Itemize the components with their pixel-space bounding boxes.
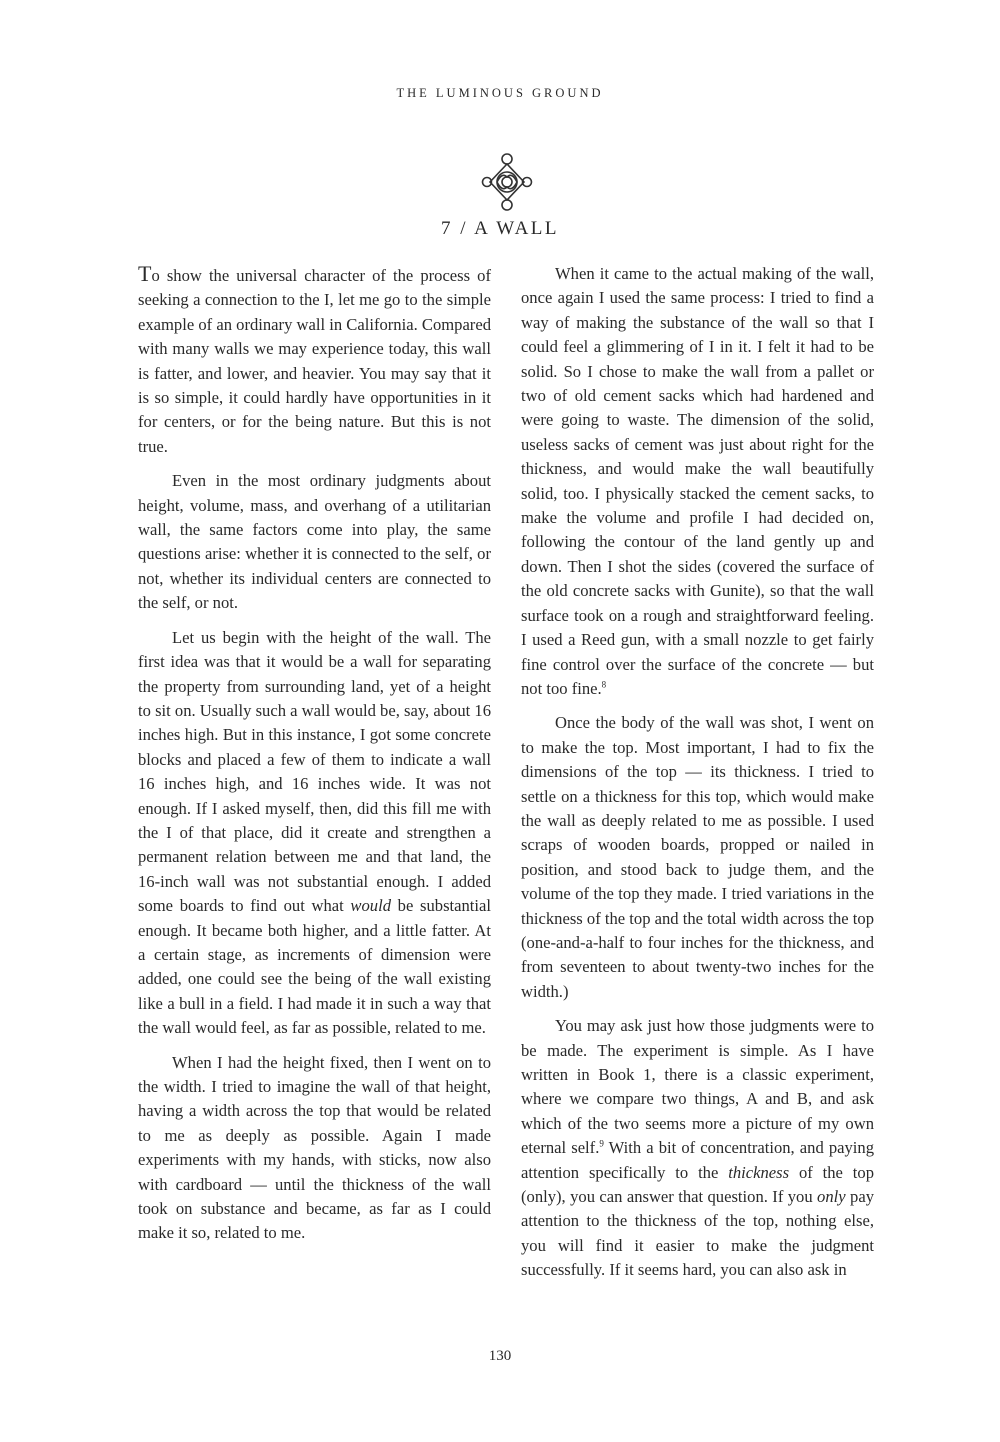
- paragraph-text: Let us begin with the height of the wall. The first idea was that it would be a wall for separating the property from surrounding land, yet of a height to sit on. Usually such a wall would be, say, about 16 inches high. But in this instance, I got some concrete blocks and placed a few of them to indicate a wall 16 inches high, and 16 inches wide. It was not enough. If I asked myself, then, did this fill me with the I of that place, did it create and strengthen a permanent relation between me and that land, the 16-inch wall was not substantial enough. I added some boards to find out what: [138, 627, 491, 916]
- emphasis: would: [350, 896, 391, 916]
- right-column: [521, 262, 874, 1293]
- paragraph-text: o show the universal character of the process of seeking a connection to the I, let me go to the simple example of an ordinary wall in California. Compared with many walls we may experience today, this wall is fatter, and lower, and heavier. You may say that it is so simple, it could hardly have opportunities in it for centers, or for the being nature. But this is not true.: [138, 266, 491, 456]
- running-head: THE LUMINOUS GROUND: [396, 86, 604, 100]
- emphasis: thickness: [728, 1162, 790, 1182]
- paragraph-text: be substantial enough. It became both higher, and a little fatter. At a certain stage, as increments of dimension were added, one could see the being of the wall existing like a bull in a field. I had made it in such a way that the wall would feel, as far as possible, related to me.: [138, 896, 491, 1038]
- paragraph-text: When it came to the actual making of the wall, once again I used the same process: I tried to find a way of making the substance of the wall so that I could feel a glimmering of I in it. I felt it had to be solid. So I chose to make the wall from a pallet or two of old cement sacks which had hardened and were going to waste. The dimension of the solid, useless sacks of cement was just about right for the thickness, and would make the wall beautifully solid, too. I physically stacked the cement sacks, to make the volume and profile I had decided on, following the contour of the land gently up and down. Then I shot the sides (covered the surface of the old concrete sacks with Gunite), so that the wall surface took on a rough and straightforward feeling. I used a Reed gun, with a small nozzle to get fairly fine control over the surface of the concrete — but not too fine.: [521, 264, 874, 698]
- left-column: [138, 262, 491, 1256]
- emphasis: only: [817, 1187, 846, 1207]
- footnote-ref: 9: [599, 1138, 604, 1149]
- paragraph: When I had the height fixed, then I went on to the width. I tried to imagine the wall of that height, having a width across the top that would be related to me as deeply as possible. Again I made experiments with my hands, with sticks, now also with cardboard — until the thickness of the wall took on substance and became, as far as I could make it so, related to me.: [138, 1052, 491, 1243]
- paragraph: [138, 626, 491, 1041]
- drop-cap: T: [138, 261, 152, 286]
- paragraph-text: of the top (only), you can answer that question. If you: [521, 1162, 874, 1207]
- paragraph: [521, 262, 874, 701]
- paragraph: [521, 1014, 874, 1282]
- chapter-title: 7 / A WALL: [440, 218, 560, 239]
- paragraph-text: With a bit of concentration, and paying attention specifically to the: [521, 1138, 874, 1182]
- paragraph: Even in the most ordinary judgments about height, volume, mass, and overhang of a utilitarian wall, the same factors come into play, the same questions arise: whether it is connected to the self, or not, whether its individual centers are connected to the self, or not.: [138, 471, 491, 613]
- paragraph: Once the body of the wall was shot, I went on to make the top. Most important, I had to fix the dimensions of the top — its thickness. I tried to settle on a thickness for this top, which would make the wall as deeply related to me as possible. I used scraps of wooden boards, propped or nailed in position, and stood back to judge them, and the volume of the top they made. I tried variations in the thickness of the top and the total width across the top (one-and-a-half to four inches for the thickness, and from seventeen to about twenty-two inches for the width.): [521, 713, 875, 1001]
- paragraph-text: pay attention to the thickness of the top, nothing else, you will find it easier to make the judgment successfully. If it seems hard, you can also ask in: [521, 1187, 874, 1280]
- celtic-knot-ornament-icon: [480, 150, 534, 214]
- paragraph-text: You may ask just how those judgments were to be made. The experiment is simple. As I have written in Book 1, there is a classic experiment, where we compare two things, A and B, and ask which of the two seems more a picture of my own eternal self.: [521, 1016, 874, 1158]
- footnote-ref: 8: [601, 679, 607, 690]
- paragraph: [138, 262, 491, 459]
- page-number: 130: [488, 1348, 512, 1364]
